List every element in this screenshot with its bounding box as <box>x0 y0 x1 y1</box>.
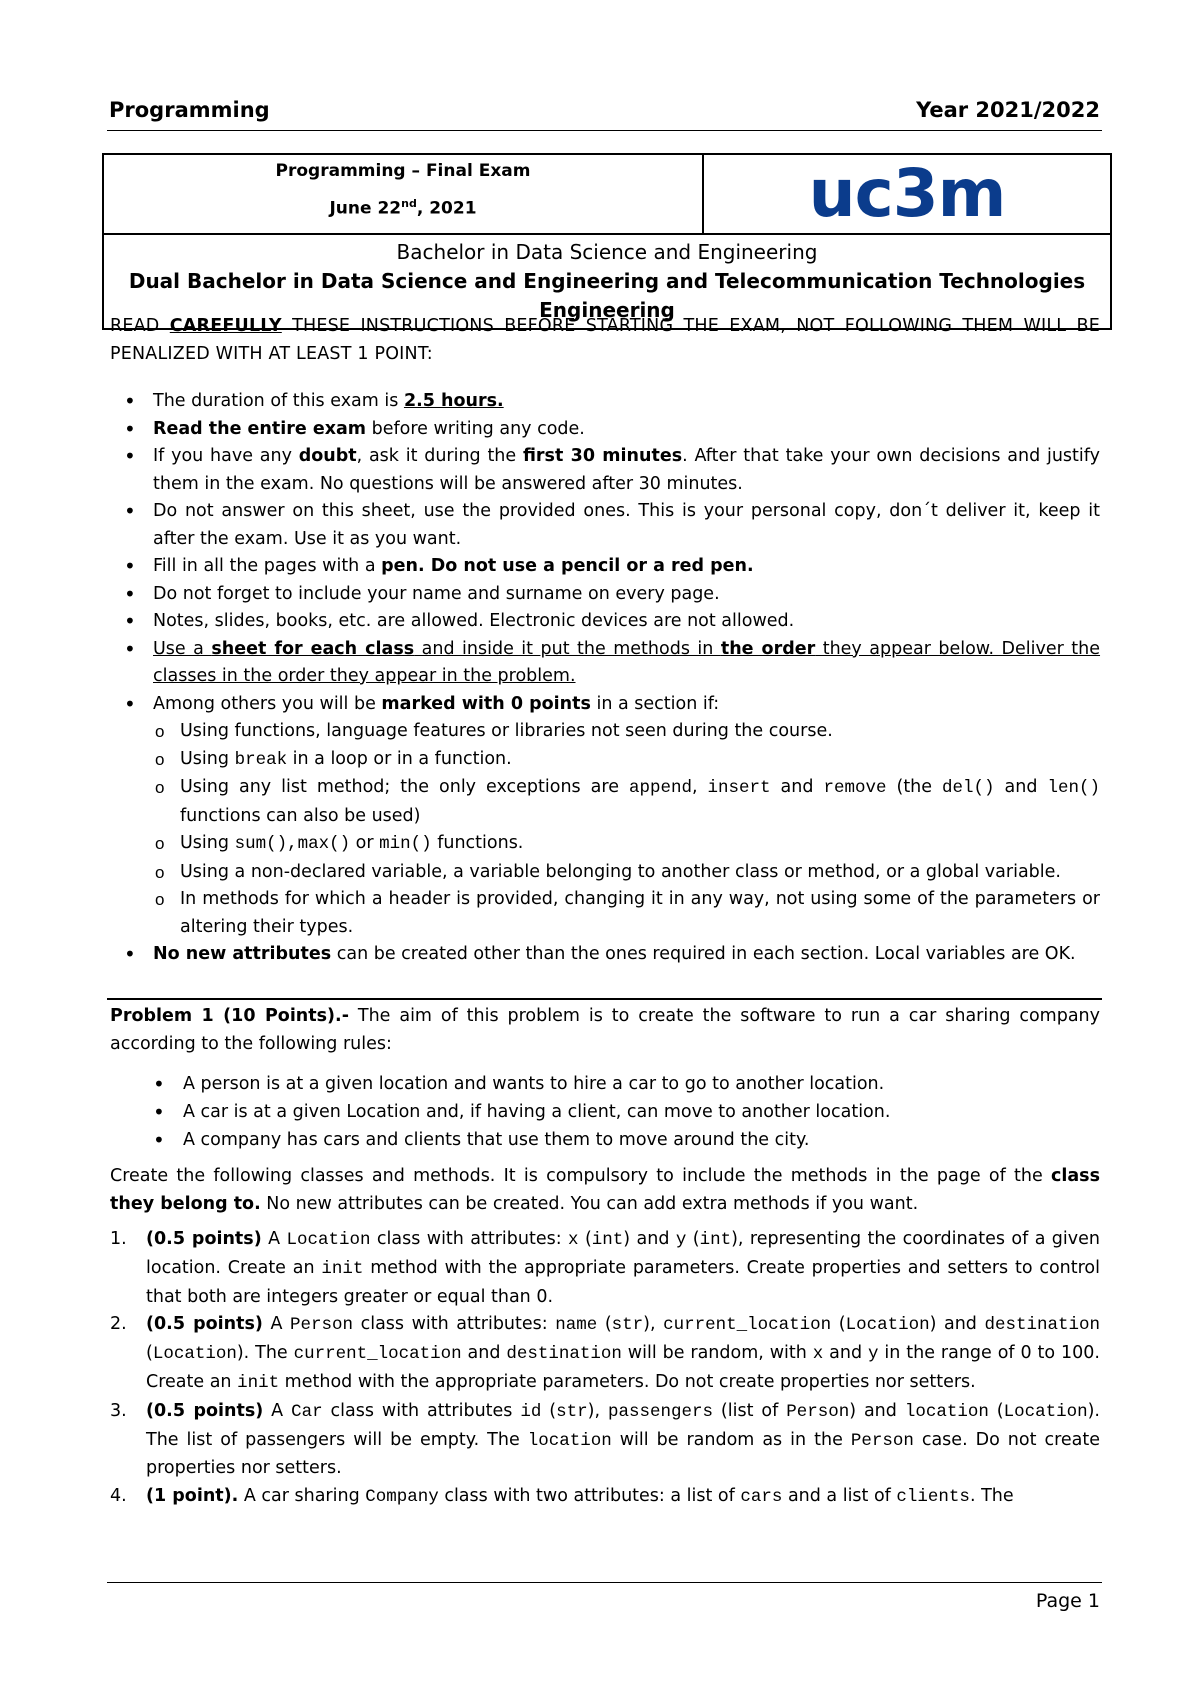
instruction-text: . After that take your own decisions and justify them in the exam. No questions will be answered after 30 minutes. <box>153 446 1100 494</box>
page-header <box>107 96 1102 131</box>
code-keyword: Person <box>786 1401 850 1422</box>
code-keyword: Location <box>286 1230 371 1250</box>
code-keyword: location <box>527 1430 612 1451</box>
code-keyword: len() <box>1047 778 1100 798</box>
code-keyword: x <box>568 1230 579 1250</box>
question-points: (0.5 points) <box>146 1229 262 1249</box>
code-keyword: passengers <box>607 1401 713 1422</box>
exam-date-day: June 22 <box>329 198 402 219</box>
degree-line-2: Dual Bachelor in Data Science and Engineering and Telecommunication Technologies Engineering <box>128 269 1086 322</box>
question-text: method with the appropriate parameters. Do not create properties nor setters. <box>279 1371 976 1392</box>
instruction-pen <box>110 553 1100 581</box>
question-2 <box>110 1311 1100 1397</box>
rule-text: Using a non-declared variable, a variable belonging to another class or method, or a global variable. <box>180 861 1061 882</box>
instruction-text: The duration of this exam is <box>153 391 404 411</box>
question-text: and <box>823 1343 869 1364</box>
instruction-emphasis: sheet for each class <box>211 638 415 659</box>
question-text: A <box>262 1314 291 1335</box>
question-text: and <box>461 1343 507 1364</box>
problem-rule: • A company has cars and clients that use them to move around the city. <box>110 1126 1100 1154</box>
code-keyword: int <box>699 1230 732 1250</box>
question-text: ( <box>578 1229 592 1249</box>
instruction-text: Among others you will be <box>153 693 382 714</box>
question-text: in the range of 0 to 100. Create an <box>146 1343 1100 1392</box>
instruction-text: they appear below. Deliver the classes in the order they appear in the problem. <box>153 638 1101 686</box>
question-text: ( <box>597 1314 612 1335</box>
svg-text:uc3m: uc3m <box>808 164 1006 224</box>
code-keyword: init <box>321 1258 364 1279</box>
question-text: case. Do not create properties nor setters. <box>146 1429 1100 1479</box>
code-keyword: id <box>520 1401 542 1422</box>
question-text: ). The <box>236 1343 294 1364</box>
degree-line-1: Bachelor in Data Science and Engineering <box>396 240 818 264</box>
question-text: ) and <box>929 1314 985 1335</box>
instruction-emphasis: marked with 0 points <box>381 693 591 714</box>
code-keyword: Company <box>365 1487 439 1508</box>
code-keyword: insert <box>707 778 771 798</box>
problem-intro-text: The aim of this problem is to create the software to run a car sharing company according to the following rules: <box>110 1006 1100 1054</box>
instructions-list <box>110 388 1100 969</box>
logo-cell <box>704 155 1110 233</box>
instruction-text: If you have any <box>153 446 299 466</box>
rule-list-methods <box>153 774 1100 830</box>
instruction-emphasis: No new attributes <box>153 944 332 964</box>
intro-text-1: READ <box>110 316 170 336</box>
rule-variables <box>153 859 1100 887</box>
question-number: 2. <box>110 1314 127 1335</box>
rule-sum-max-min <box>153 830 1100 859</box>
exam-date-suffix: nd <box>401 197 417 210</box>
code-keyword: location <box>904 1401 989 1422</box>
question-text: class with attributes: <box>370 1229 569 1249</box>
code-keyword: min() <box>379 834 432 854</box>
question-text: A <box>261 1229 287 1249</box>
instruction-text: and inside it put the methods in <box>414 638 721 659</box>
question-text: ), <box>643 1314 664 1335</box>
question-text: method with the appropriate parameters. Create properties and setters to control that both are integers greater or equal than 0. <box>146 1257 1100 1307</box>
instruction-emphasis: doubt <box>298 446 357 466</box>
code-keyword: str <box>556 1401 588 1422</box>
instruction-text: , ask it during the <box>356 446 523 466</box>
rule-text: functions. <box>431 833 524 853</box>
uc3m-logo <box>782 164 1032 224</box>
problem-intro <box>110 1002 1100 1058</box>
rule-headers <box>153 886 1100 941</box>
rule-text: or <box>350 833 380 853</box>
code-keyword: name <box>555 1315 598 1336</box>
question-1 <box>110 1226 1100 1311</box>
instruction-sheets-per-class <box>110 636 1100 691</box>
instruction-attributes <box>110 941 1100 969</box>
problem-create-instructions <box>110 1162 1100 1218</box>
instruction-text: Do not answer on this sheet, use the provided ones. This is your personal copy, don´t deliver it, keep it after the exam. Use it as you want. <box>153 501 1100 549</box>
question-text: . The <box>969 1486 1014 1507</box>
question-number: 3. <box>110 1400 127 1421</box>
code-keyword: Person <box>850 1430 914 1451</box>
rule-break <box>153 746 1100 775</box>
rule-text: functions can also be used) <box>180 805 421 826</box>
code-keyword: del() <box>942 778 995 798</box>
instruction-duration <box>110 388 1100 416</box>
exam-info-table <box>102 153 1112 330</box>
code-keyword: append <box>628 778 692 798</box>
question-text: ( <box>146 1343 153 1364</box>
instruction-sheet <box>110 498 1100 553</box>
academic-year: Year 2021/2022 <box>916 98 1100 122</box>
code-keyword: Location <box>1003 1401 1088 1422</box>
question-text: A <box>263 1400 292 1421</box>
rule-text: , <box>691 777 708 797</box>
questions-list <box>110 1226 1100 1512</box>
question-text: and a list of <box>782 1486 897 1507</box>
instruction-read-exam <box>110 416 1100 444</box>
problem-section <box>110 1002 1100 1512</box>
intro-emphasis: CAREFULLY <box>169 316 282 336</box>
question-4 <box>110 1483 1100 1512</box>
question-text: ) and <box>849 1400 905 1421</box>
question-text: class with attributes: <box>353 1314 556 1335</box>
instruction-text: Do not forget to include your name and surname on every page. <box>153 583 720 604</box>
code-keyword: Car <box>291 1401 323 1422</box>
exam-title-cell <box>104 155 704 233</box>
page-number: Page 1 <box>1035 1590 1100 1612</box>
instruction-text: in a section if: <box>590 693 720 714</box>
question-text: class with two attributes: a list of <box>438 1486 741 1507</box>
question-points: (0.5 points) <box>146 1400 264 1421</box>
code-keyword: destination <box>984 1315 1101 1336</box>
question-text: ( <box>831 1314 846 1335</box>
rule-text: and <box>770 777 824 797</box>
instruction-text: before writing any code. <box>366 418 585 439</box>
code-keyword: remove <box>823 778 887 798</box>
rule-text: (the <box>886 777 943 797</box>
problem-rules-list <box>110 1070 1100 1154</box>
code-keyword: x <box>812 1344 824 1365</box>
create-text: No new attributes can be created. You can add extra methods if you want. <box>260 1194 919 1214</box>
question-text: ), <box>587 1400 608 1421</box>
rule-text: Using any list method; the only exceptions are <box>180 777 629 797</box>
code-keyword: int <box>591 1230 624 1250</box>
rule-text: Using functions, language features or libraries not seen during the course. <box>180 721 833 741</box>
question-text: ), representing the coordinates of a given location. Create an <box>146 1229 1100 1278</box>
instructions-section <box>110 312 1100 969</box>
instruction-emphasis: 2.5 hours. <box>403 391 504 411</box>
question-text: ( <box>686 1229 700 1249</box>
question-3 <box>110 1398 1100 1483</box>
question-text: A car sharing <box>238 1486 366 1507</box>
problem-rule: • A person is at a given location and wants to hire a car to go to another location. <box>110 1070 1100 1098</box>
exam-date-year: , 2021 <box>416 198 477 219</box>
instruction-emphasis: Read the entire exam <box>153 418 367 439</box>
code-keyword: sum(),max() <box>234 834 351 854</box>
code-keyword: y <box>868 1344 879 1365</box>
create-text: Create the following classes and methods. It is compulsory to include the methods in the page of the <box>110 1166 1051 1186</box>
footer-divider <box>107 1582 1102 1583</box>
exam-title: Programming – Final Exam <box>275 161 531 181</box>
exam-date <box>104 197 702 219</box>
instruction-text: Use a <box>153 638 212 659</box>
section-divider <box>107 998 1102 1000</box>
instruction-emphasis: the order <box>720 638 816 659</box>
code-keyword: destination <box>506 1344 622 1365</box>
exam-info-row <box>104 155 1110 235</box>
rule-text: Using <box>180 748 235 769</box>
rule-functions <box>153 718 1100 746</box>
question-number: 4. <box>110 1486 127 1507</box>
instruction-text: can be created other than the ones required in each section. Local variables are OK. <box>331 944 1076 964</box>
instructions-intro <box>110 312 1100 368</box>
code-keyword: current_location <box>293 1344 462 1365</box>
code-keyword: Location <box>845 1315 930 1336</box>
question-text: ). The list of passengers will be empty. The <box>146 1400 1100 1450</box>
rule-text: In methods for which a header is provided, changing it in any way, not using some of the parameters or altering their types. <box>180 889 1100 937</box>
question-text: (list of <box>713 1400 787 1421</box>
problem-rule: • A car is at a given Location and, if having a client, can move to another location. <box>110 1098 1100 1126</box>
code-keyword: clients <box>896 1487 970 1508</box>
code-keyword: cars <box>740 1487 783 1508</box>
instruction-emphasis: first 30 minutes <box>522 446 683 466</box>
question-points: (0.5 points) <box>146 1314 263 1335</box>
question-text: ) and <box>623 1229 676 1249</box>
instruction-materials <box>110 608 1100 636</box>
question-points: (1 point). <box>146 1486 239 1507</box>
instruction-text: Notes, slides, books, etc. are allowed. Electronic devices are not allowed. <box>153 611 795 631</box>
question-text: will be random as in the <box>611 1429 851 1450</box>
code-keyword: break <box>234 749 288 770</box>
question-text: ( <box>541 1400 557 1421</box>
rule-text: Using <box>180 833 235 853</box>
question-number: 1. <box>110 1229 127 1249</box>
question-text: will be random, with <box>621 1343 813 1364</box>
intro-text-2: THESE INSTRUCTIONS BEFORE STARTING THE EXAM, NOT FOLLOWING THEM WILL BE PENALIZED WITH AT LEAST 1 POINT: <box>110 316 1101 364</box>
rule-text: in a loop or in a function. <box>287 748 512 769</box>
zero-points-list <box>153 718 1100 941</box>
code-keyword: Location <box>152 1344 237 1365</box>
rule-text: and <box>994 777 1048 797</box>
create-emphasis: class they belong to. <box>110 1166 1100 1214</box>
code-keyword: current_location <box>663 1315 832 1336</box>
code-keyword: Person <box>290 1315 354 1336</box>
instruction-name <box>110 581 1100 609</box>
instruction-zero-points <box>110 691 1100 942</box>
code-keyword: str <box>611 1315 644 1336</box>
question-text: class with attributes <box>322 1400 521 1421</box>
instruction-doubts <box>110 443 1100 498</box>
instruction-emphasis: pen. Do not use a pencil or a red pen. <box>381 556 754 576</box>
question-text: ( <box>988 1400 1004 1421</box>
course-name: Programming <box>109 98 270 122</box>
instruction-text: Fill in all the pages with a <box>153 556 382 576</box>
problem-title: Problem 1 (10 Points).- <box>110 1006 349 1026</box>
code-keyword: y <box>675 1230 687 1250</box>
code-keyword: init <box>237 1372 280 1393</box>
